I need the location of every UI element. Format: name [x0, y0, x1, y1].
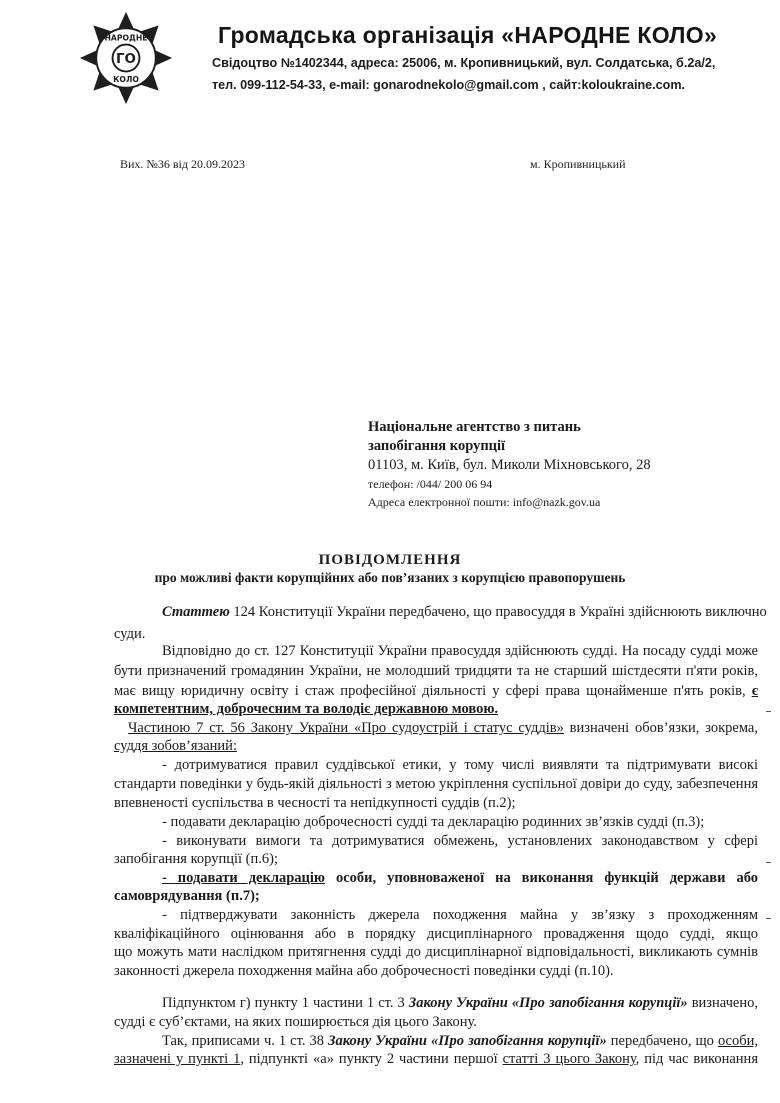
document-title: ПОВІДОМЛЕННЯ [318, 552, 462, 568]
list-item-line [162, 869, 758, 887]
list-item-line: самоврядування (п.7); [114, 888, 260, 904]
underlined-text: компетентним, доброчесним та володіє державною мовою. [114, 701, 499, 717]
star-emblem-icon [78, 10, 174, 106]
text-run: визначені обов’язки, зокрема, [563, 720, 758, 736]
emphasis-text: Статтею [162, 604, 230, 620]
underlined-text: статті 3 цього Закону [502, 1051, 636, 1067]
margin-mark [766, 711, 771, 712]
text-run: особи, уповноваженої на виконання функцій держави або [335, 870, 758, 886]
paragraph-line [114, 700, 758, 718]
text-run: , підпункті «а» пункту 2 частини першої [240, 1051, 503, 1067]
underlined-text: особи, [717, 1033, 758, 1049]
underlined-text: є [751, 683, 758, 699]
document-city: м. Кропивницький [530, 157, 626, 171]
paragraph-line: бути призначений громадянин України, не молодший тридцяти та не старший шістдесяти п'яти років, [114, 663, 758, 679]
paragraph-line: Відповідно до ст. 127 Конституції України правосуддя здійснюють судді. На посаду судді може [162, 643, 758, 659]
underlined-text: Частиною 7 ст. 56 Закону України «Про судоустрій і статус суддів» [128, 720, 564, 736]
addressee-email: Адреса електронної пошти: info@nazk.gov.ua [368, 495, 601, 509]
text-run: Підпунктом г) пункту 1 частини 1 ст. 3 [162, 995, 409, 1011]
organization-registration-line: Свідоцтво №1402344, адреса: 25006, м. Кропивницький, вул. Солдатська, б.2а/2, [212, 56, 716, 70]
text-run: визначено, [691, 995, 758, 1011]
paragraph-line [114, 682, 758, 700]
text-run: передбачено, що [606, 1033, 718, 1049]
logo-top-text: НАРОДНЕ [104, 33, 148, 43]
addressee-name-line2: запобігання корупції [368, 438, 506, 454]
list-item-line: запобігання корупції (п.6); [114, 851, 278, 867]
text-run: 124 Конституції України передбачено, що правосуддя в Україні здійснюють виключно [229, 604, 767, 620]
outgoing-number: Вих. №36 від 20.09.2023 [120, 157, 245, 171]
organization-contacts-line: тел. 099-112-54-33, e-mail: gonarodnekolo@gmail.com , сайт:koloukraine.com. [212, 78, 686, 92]
list-item-line: - дотримуватися правил суддівської етики, у тому числі виявляти та підтримувати високі [162, 757, 758, 773]
paragraph-line: судді є суб’єктами, на яких поширюється дія цього Закону. [114, 1014, 477, 1030]
paragraph-line: суди. [114, 626, 146, 642]
list-item-line: що можуть мати наслідком притягнення судді до дисциплінарної відповідальності, викликають сумнів [114, 944, 758, 960]
paragraph-line [162, 1032, 758, 1050]
paragraph-line [162, 603, 767, 621]
paragraph-line [114, 1050, 758, 1068]
text-run: має вищу юридичну освіту і стаж професійної діяльності у сфері права щонайменше п'ять років, [114, 683, 746, 699]
organization-title: Громадська організація «НАРОДНЕ КОЛО» [218, 22, 718, 48]
addressee-name-line1: Національне агентство з питань [368, 419, 581, 435]
underlined-text: зазначені у пункті 1 [114, 1051, 241, 1067]
emphasis-text: Закону України «Про запобігання корупції» [328, 1033, 607, 1049]
underlined-text: - подавати декларацію [162, 870, 325, 886]
list-item-line: впевненості суспільства в чесності та непідкупності суддів (п.2); [114, 795, 516, 811]
list-item-line: кваліфікаційного оцінювання або в порядку дисциплінарного провадження щодо судді, якщо [114, 926, 758, 942]
paragraph-line [114, 737, 758, 755]
list-item-line: - подавати декларацію доброчесності судді та декларацію родинних зв’язків судді (п.3); [162, 814, 705, 830]
list-item-line: - підтверджувати законність джерела походження майна у зв’язку з проходженням [162, 907, 758, 923]
text-run: Так, приписами ч. 1 ст. 38 [162, 1033, 329, 1049]
list-item-line: - виконувати вимоги та дотримуватися обмежень, установлених законодавством у сфері [162, 833, 758, 849]
list-item-line: стандарти поведінки у будь-якій діяльності з метою укріплення суспільної довіри до суду, забезпечення [114, 776, 758, 792]
paragraph-line [162, 994, 758, 1012]
list-item-line: законності джерела походження майна або доброчесності поведінки судді (п.10). [114, 963, 614, 979]
document-subtitle: про можливі факти корупційних або пов’язаних з корупцією правопорушень [154, 570, 626, 585]
emphasis-text: Закону України «Про запобігання корупції» [408, 995, 688, 1011]
text-run: , під час виконання [635, 1051, 758, 1067]
logo-center-text: ГО [116, 51, 136, 67]
logo-bottom-text: КОЛО [113, 75, 139, 84]
margin-mark [766, 918, 771, 919]
addressee-block [368, 418, 748, 511]
margin-mark [766, 862, 771, 863]
addressee-phone: телефон: /044/ 200 06 94 [368, 477, 493, 491]
paragraph-line [128, 719, 758, 737]
addressee-address: 01103, м. Київ, бул. Миколи Міхновського, 28 [368, 457, 651, 473]
underlined-text: суддя зобов’язаний: [114, 738, 237, 754]
